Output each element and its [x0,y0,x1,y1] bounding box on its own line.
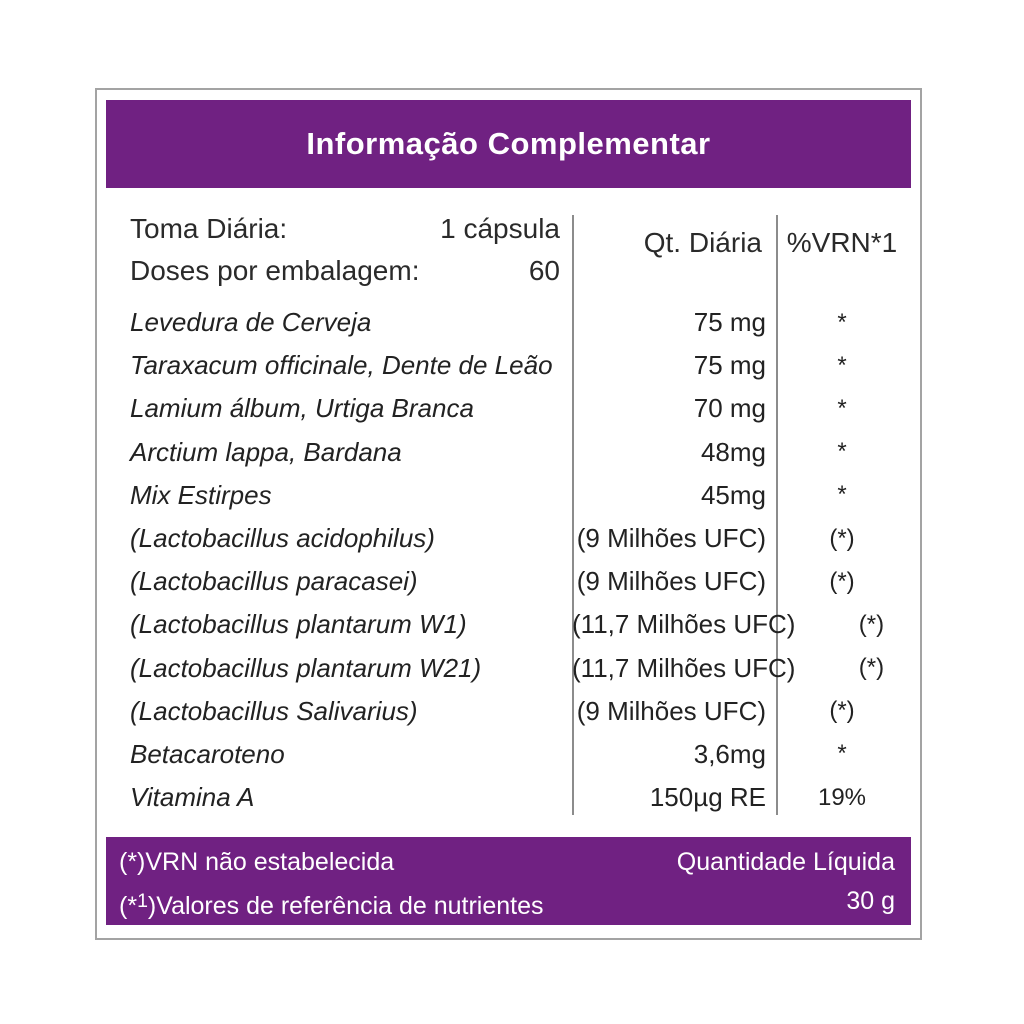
ingredient-table [97,301,908,819]
panel-title: Informação Complementar [306,126,711,161]
ingredient-quantity: 3,6mg [693,738,766,769]
ingredient-quantity: 75 mg [693,307,766,338]
supplement-facts-panel [95,88,922,940]
ingredient-name: (Lactobacillus plantarum W21) [130,652,482,683]
net-quantity [677,843,895,919]
ingredient-name: Arctium lappa, Bardana [130,436,402,467]
column-header-daily-quantity: Qt. Diária [643,227,762,258]
ingredient-row [97,387,908,430]
ingredient-name: (Lactobacillus plantarum W1) [130,609,467,640]
ingredient-row [97,647,908,690]
ingredient-quantity: 70 mg [693,393,766,424]
ingredient-vrn: * [837,351,847,379]
ingredient-vrn: * [837,394,847,422]
ingredient-quantity: 75 mg [693,350,766,381]
ingredient-quantity: 48mg [700,436,766,467]
ingredient-vrn: (*) [858,654,885,682]
dose-block [130,208,560,292]
ingredient-name: Vitamina A [130,782,255,813]
ingredient-row [97,560,908,603]
net-quantity-value: 30 g [846,887,895,915]
ingredient-name: (Lactobacillus paracasei) [130,566,418,597]
ingredient-vrn: * [837,481,847,509]
ingredient-row [97,431,908,474]
column-header-vrn: %VRN*1 [786,227,898,258]
ingredient-quantity: (9 Milhões UFC) [576,523,766,554]
ingredient-row [97,301,908,344]
ingredient-vrn: (*) [829,524,855,552]
ingredient-quantity: (11,7 Milhões UFC) [572,609,796,640]
daily-dose-label: Toma Diária: [130,213,288,244]
ingredient-name: Taraxacum officinale, Dente de Leão [130,350,553,381]
ingredient-quantity: (11,7 Milhões UFC) [572,652,796,683]
ingredient-vrn: (*) [829,697,855,725]
footnote-superscript: 1 [137,890,148,912]
ingredient-row [97,603,908,646]
ingredient-name: (Lactobacillus Salivarius) [130,695,418,726]
doses-per-package-label: Doses por embalagem: [130,255,420,286]
ingredient-quantity: (9 Milhões UFC) [576,695,766,726]
ingredient-name: Betacaroteno [130,738,285,769]
ingredient-vrn: (*) [829,567,855,595]
ingredient-name: (Lactobacillus acidophilus) [130,523,435,554]
ingredient-vrn: * [837,740,847,768]
dose-row-per-package [130,250,560,292]
title-banner [106,100,911,188]
ingredient-quantity: 45mg [700,479,766,510]
ingredient-name: Levedura de Cerveja [130,307,372,338]
ingredient-vrn: 19% [817,783,867,811]
ingredient-row [97,474,908,517]
footer-banner [106,837,911,925]
ingredient-vrn: * [837,438,847,466]
footnote-vrn: (*)VRN não estabelecida [119,848,395,876]
doses-per-package-value: 60 [528,255,560,286]
ingredient-vrn: (*) [858,610,885,638]
footnotes [119,843,544,919]
ingredient-name: Lamium álbum, Urtiga Branca [130,393,474,424]
ingredient-vrn: * [837,308,847,336]
dose-row-daily [130,208,560,250]
footnote-reference-values: (*$^1$)Valores de referência de nutrientes [119,890,544,920]
net-quantity-label: Quantidade Líquida [676,848,895,876]
ingredient-row [97,344,908,387]
ingredient-row [97,517,908,560]
ingredient-row [97,690,908,733]
ingredient-row [97,733,908,776]
ingredient-quantity: (9 Milhões UFC) [576,566,766,597]
ingredient-row [97,776,908,819]
ingredient-name: Mix Estirpes [130,479,272,510]
daily-dose-value: 1 cápsula [440,213,560,244]
ingredient-quantity: 150µg RE [649,782,766,813]
